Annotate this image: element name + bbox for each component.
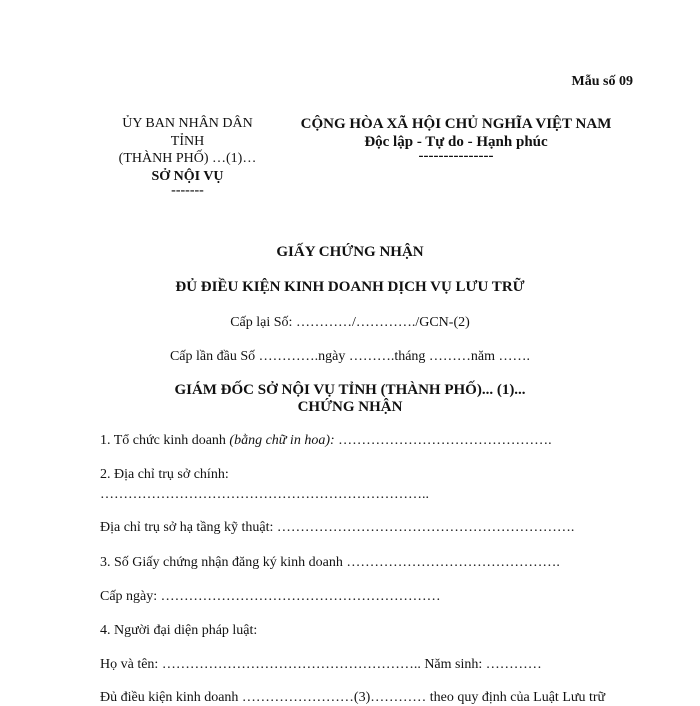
authority-line-2: TỈNH [170, 133, 205, 149]
authority-department: SỞ NỘI VỤ [151, 168, 224, 184]
org-name-label: 1. Tổ chức kinh doanh [100, 433, 226, 448]
infrastructure-address-field: Địa chỉ trụ sở hạ tầng kỹ thuật: ………………………………………………………. [100, 520, 575, 535]
issue-date-field: Cấp ngày: …………………………………………………… [100, 589, 441, 604]
issuing-authority-header [100, 115, 275, 197]
authority-line-1: ỦY BAN NHÂN DÂN [122, 116, 253, 131]
org-name-dots: ………………………………………. [334, 433, 552, 448]
authority-line-3: (THÀNH PHỐ) …(1)… [118, 151, 257, 166]
national-motto: Độc lập - Tự do - Hạnh phúc [364, 133, 548, 150]
business-condition-field: Đủ điều kiện kinh doanh ……………………(3)………… theo quy định của Luật Lưu trữ [100, 690, 606, 705]
name-birthyear-field: Họ và tên: ……………………………………………….. Năm sinh: ………… [100, 657, 542, 672]
authority-divider: ------- [171, 183, 204, 198]
director-line: GIÁM ĐỐC SỞ NỘI VỤ TỈNH (THÀNH PHỐ)... (1)... [174, 382, 526, 398]
certifies-line: CHỨNG NHẬN [297, 399, 403, 415]
legal-rep-label: 4. Người đại diện pháp luật: [100, 623, 258, 638]
director-certification-heading [0, 382, 700, 416]
national-header [292, 116, 620, 164]
org-name-field [100, 433, 552, 449]
first-issue-line: Cấp lần đầu Số ………….ngày ……….tháng ………năm ……. [169, 349, 531, 364]
hq-address-label: 2. Địa chỉ trụ sở chính: [100, 467, 229, 482]
document-subtitle: ĐỦ ĐIỀU KIỆN KINH DOANH DỊCH VỤ LƯU TRỮ [175, 279, 525, 295]
reissue-number-line: Cấp lại Số: …………/…………./GCN-(2) [230, 315, 470, 330]
national-title: CỘNG HÒA XÃ HỘI CHỦ NGHĨA VIỆT NAM [300, 116, 612, 132]
business-cert-field: 3. Số Giấy chứng nhận đăng ký kinh doanh ………………………………………. [100, 555, 560, 570]
national-divider: --------------- [418, 148, 494, 164]
hq-address-dots: …………………………………………………………….. [100, 487, 429, 502]
org-name-hint: (bằng chữ in hoa): [229, 433, 335, 448]
form-number: Mẫu số 09 [571, 74, 633, 89]
document-title: GIẤY CHỨNG NHẬN [276, 244, 424, 260]
